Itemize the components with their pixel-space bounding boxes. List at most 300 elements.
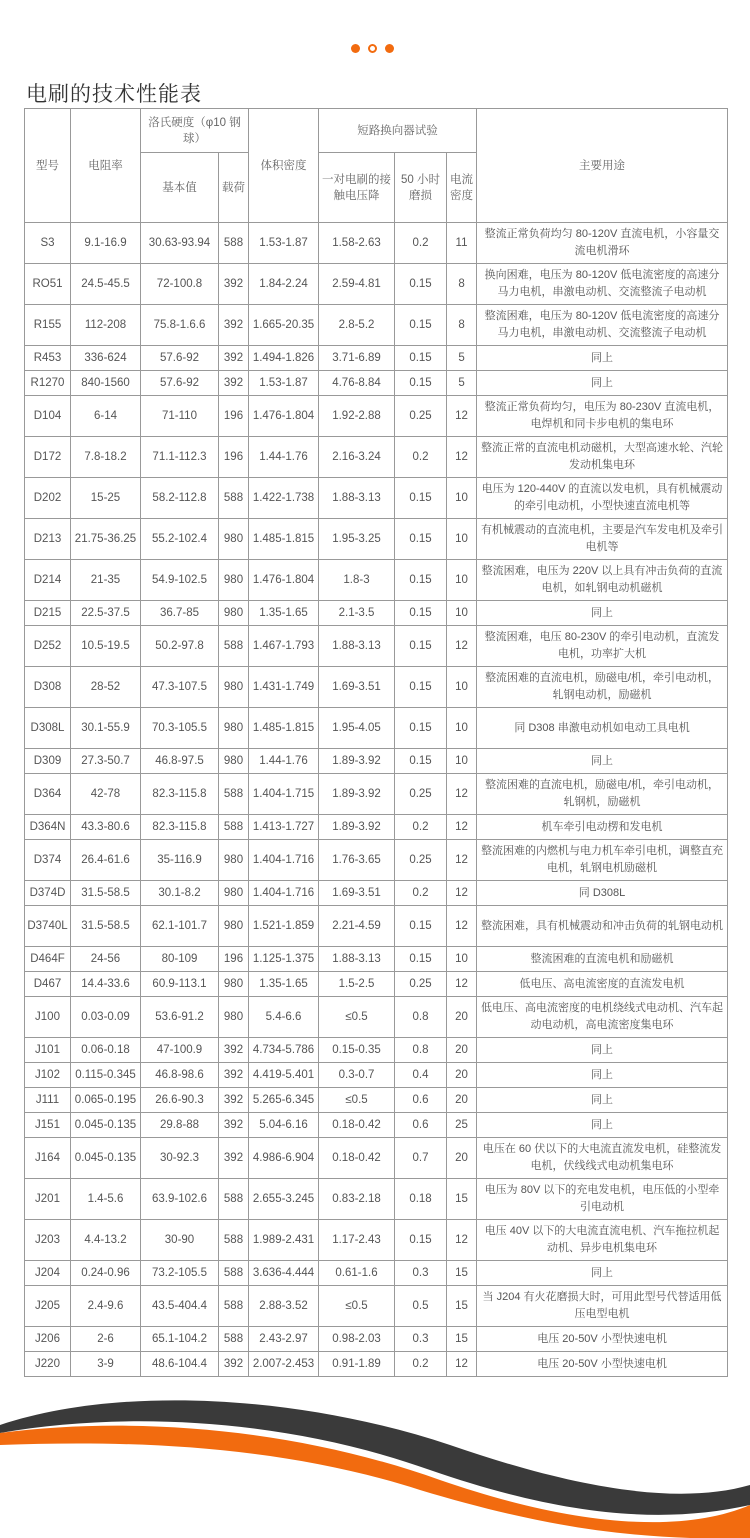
cell-model: D214 [25,560,71,601]
table-row [25,667,728,708]
cell-hardness-base: 54.9-102.5 [141,560,219,601]
cell-hardness-base: 62.1-101.7 [141,906,219,947]
cell-hardness-load: 588 [219,1179,249,1220]
table-row [25,1261,728,1286]
cell-usage: 同上 [477,1038,728,1063]
cell-density: 1.404-1.715 [249,774,319,815]
cell-model: D3740L [25,906,71,947]
cell-hardness-load: 980 [219,667,249,708]
cell-usage: 有机械震动的直流电机，主要是汽车发电机及牵引电机等 [477,519,728,560]
cell-usage: 整流正常负荷均匀 80-120V 直流电机，小容量交流电机滑环 [477,223,728,264]
cell-voltage-drop: 1.69-3.51 [319,881,395,906]
cell-usage: 低电压、高电流密度的直流发电机 [477,972,728,997]
cell-wear: 0.2 [395,223,447,264]
cell-resistivity: 3-9 [71,1352,141,1377]
cell-model: J102 [25,1063,71,1088]
cell-density: 5.04-6.16 [249,1113,319,1138]
cell-hardness-load: 980 [219,560,249,601]
cell-current-density: 12 [447,1220,477,1261]
cell-hardness-load: 980 [219,997,249,1038]
cell-model: D464F [25,947,71,972]
cell-resistivity: 14.4-33.6 [71,972,141,997]
table-row [25,815,728,840]
cell-usage: 同上 [477,1063,728,1088]
cell-current-density: 12 [447,626,477,667]
cell-voltage-drop: 0.18-0.42 [319,1113,395,1138]
indicator-dot[interactable] [351,44,360,53]
cell-usage: 同 D308 串激电动机如电动工具电机 [477,708,728,749]
cell-wear: 0.8 [395,1038,447,1063]
cell-usage: 电压 20-50V 小型快速电机 [477,1327,728,1352]
cell-hardness-base: 30-90 [141,1220,219,1261]
cell-hardness-load: 588 [219,1261,249,1286]
cell-hardness-base: 36.7-85 [141,601,219,626]
cell-hardness-base: 82.3-115.8 [141,815,219,840]
table-row [25,774,728,815]
cell-wear: 0.2 [395,437,447,478]
cell-voltage-drop: 1.88-3.13 [319,947,395,972]
cell-usage: 同上 [477,749,728,774]
cell-usage: 整流困难的直流电机，励磁电/机，牵引电动机，轧钢电动机，励磁机 [477,667,728,708]
cell-current-density: 15 [447,1286,477,1327]
table-row [25,972,728,997]
cell-voltage-drop: 0.18-0.42 [319,1138,395,1179]
table-row [25,478,728,519]
cell-wear: 0.15 [395,371,447,396]
cell-resistivity: 2.4-9.6 [71,1286,141,1327]
cell-model: S3 [25,223,71,264]
cell-resistivity: 31.5-58.5 [71,881,141,906]
cell-usage: 电压为 120-440V 的直流以发电机，具有机械震动的牵引电动机，小型快速直流电机等 [477,478,728,519]
cell-voltage-drop: 2.21-4.59 [319,906,395,947]
cell-resistivity: 7.8-18.2 [71,437,141,478]
cell-hardness-load: 196 [219,947,249,972]
header-resistivity: 电阻率 [71,109,141,223]
cell-resistivity: 21.75-36.25 [71,519,141,560]
cell-usage: 整流困难的内燃机与电力机车牵引电机，调整直充电机，轧钢电机励磁机 [477,840,728,881]
header-density: 体积密度 [249,109,319,223]
cell-hardness-load: 980 [219,708,249,749]
cell-hardness-load: 588 [219,223,249,264]
cell-model: D215 [25,601,71,626]
cell-density: 1.989-2.431 [249,1220,319,1261]
cell-voltage-drop: 2.59-4.81 [319,264,395,305]
cell-wear: 0.15 [395,478,447,519]
cell-model: J201 [25,1179,71,1220]
cell-wear: 0.2 [395,815,447,840]
cell-density: 4.419-5.401 [249,1063,319,1088]
cell-voltage-drop: 1.89-3.92 [319,815,395,840]
cell-usage: 整流正常的直流电机动磁机，大型高速水轮、汽轮发动机集电环 [477,437,728,478]
cell-hardness-base: 30.1-8.2 [141,881,219,906]
cell-voltage-drop: 1.76-3.65 [319,840,395,881]
cell-hardness-base: 57.6-92 [141,346,219,371]
cell-model: D374 [25,840,71,881]
table-row [25,560,728,601]
cell-hardness-load: 980 [219,906,249,947]
cell-hardness-base: 80-109 [141,947,219,972]
cell-hardness-base: 65.1-104.2 [141,1327,219,1352]
cell-density: 1.53-1.87 [249,371,319,396]
cell-density: 1.125-1.375 [249,947,319,972]
header-usage: 主要用途 [477,109,728,223]
cell-hardness-base: 57.6-92 [141,371,219,396]
cell-hardness-base: 60.9-113.1 [141,972,219,997]
cell-wear: 0.2 [395,881,447,906]
cell-model: R453 [25,346,71,371]
cell-density: 1.404-1.716 [249,881,319,906]
cell-current-density: 11 [447,223,477,264]
cell-resistivity: 15-25 [71,478,141,519]
cell-resistivity: 30.1-55.9 [71,708,141,749]
cell-usage: 整流困难，电压为 220V 以上具有冲击负荷的直流电机，如轧钢电动机磁机 [477,560,728,601]
cell-current-density: 8 [447,264,477,305]
table-row [25,1063,728,1088]
cell-density: 2.007-2.453 [249,1352,319,1377]
cell-hardness-load: 392 [219,1138,249,1179]
cell-resistivity: 1.4-5.6 [71,1179,141,1220]
cell-resistivity: 0.06-0.18 [71,1038,141,1063]
cell-hardness-base: 26.6-90.3 [141,1088,219,1113]
cell-resistivity: 43.3-80.6 [71,815,141,840]
cell-hardness-load: 392 [219,1038,249,1063]
carousel-indicator [351,44,394,53]
cell-wear: 0.15 [395,305,447,346]
cell-wear: 0.15 [395,906,447,947]
cell-model: D374D [25,881,71,906]
cell-hardness-base: 71-110 [141,396,219,437]
cell-hardness-base: 70.3-105.5 [141,708,219,749]
cell-usage: 同上 [477,371,728,396]
cell-hardness-base: 48.6-104.4 [141,1352,219,1377]
cell-model: D252 [25,626,71,667]
cell-hardness-base: 47.3-107.5 [141,667,219,708]
cell-current-density: 10 [447,560,477,601]
cell-voltage-drop: 1.17-2.43 [319,1220,395,1261]
cell-current-density: 15 [447,1327,477,1352]
cell-resistivity: 22.5-37.5 [71,601,141,626]
table-row [25,626,728,667]
cell-usage: 电压在 60 伏以下的大电流直流发电机，硅整流发电机，伏线线式电动机集电环 [477,1138,728,1179]
cell-current-density: 12 [447,972,477,997]
cell-resistivity: 840-1560 [71,371,141,396]
cell-hardness-base: 35-116.9 [141,840,219,881]
cell-usage: 当 J204 有火花磨损大时，可用此型号代替适用低压电型电机 [477,1286,728,1327]
header-wear: 50 小时磨损 [395,153,447,223]
cell-hardness-load: 392 [219,1088,249,1113]
cell-current-density: 12 [447,774,477,815]
cell-hardness-base: 46.8-97.5 [141,749,219,774]
cell-resistivity: 28-52 [71,667,141,708]
cell-voltage-drop: ≤0.5 [319,997,395,1038]
cell-usage: 低电压、高电流密度的电机绕线式电动机、汽车起动电动机，高电流密度集电环 [477,997,728,1038]
cell-density: 1.485-1.815 [249,519,319,560]
cell-voltage-drop: 0.3-0.7 [319,1063,395,1088]
cell-wear: 0.15 [395,1220,447,1261]
cell-density: 1.404-1.716 [249,840,319,881]
table-row [25,1286,728,1327]
cell-wear: 0.2 [395,1352,447,1377]
cell-hardness-load: 588 [219,815,249,840]
cell-current-density: 10 [447,478,477,519]
cell-wear: 0.15 [395,346,447,371]
table-row [25,708,728,749]
cell-hardness-base: 82.3-115.8 [141,774,219,815]
cell-current-density: 12 [447,1352,477,1377]
cell-resistivity: 10.5-19.5 [71,626,141,667]
cell-hardness-base: 47-100.9 [141,1038,219,1063]
cell-hardness-load: 196 [219,437,249,478]
cell-voltage-drop: 2.1-3.5 [319,601,395,626]
cell-density: 2.43-2.97 [249,1327,319,1352]
cell-density: 1.44-1.76 [249,749,319,774]
cell-model: J164 [25,1138,71,1179]
cell-usage: 换向困难，电压为 80-120V 低电流密度的高速分马力电机，串激电动机、交流整流子电动机 [477,264,728,305]
table-row [25,1179,728,1220]
header-current-density: 电流密度 [447,153,477,223]
cell-model: D213 [25,519,71,560]
table-row [25,997,728,1038]
cell-wear: 0.15 [395,708,447,749]
cell-resistivity: 0.24-0.96 [71,1261,141,1286]
cell-model: RO51 [25,264,71,305]
cell-wear: 0.15 [395,667,447,708]
cell-density: 1.476-1.804 [249,396,319,437]
cell-voltage-drop: 0.83-2.18 [319,1179,395,1220]
cell-usage: 同上 [477,1088,728,1113]
header-hardness: 洛氏硬度（φ10 钢球） [141,109,249,153]
cell-voltage-drop: 1.92-2.88 [319,396,395,437]
table-row [25,346,728,371]
table-row [25,305,728,346]
cell-resistivity: 2-6 [71,1327,141,1352]
cell-usage: 同上 [477,346,728,371]
cell-wear: 0.6 [395,1113,447,1138]
cell-wear: 0.15 [395,749,447,774]
cell-current-density: 12 [447,881,477,906]
cell-resistivity: 24-56 [71,947,141,972]
cell-model: D364N [25,815,71,840]
cell-current-density: 20 [447,997,477,1038]
cell-hardness-load: 392 [219,371,249,396]
cell-voltage-drop: ≤0.5 [319,1088,395,1113]
table-row [25,840,728,881]
cell-voltage-drop: 0.98-2.03 [319,1327,395,1352]
cell-model: D467 [25,972,71,997]
cell-density: 1.494-1.826 [249,346,319,371]
cell-usage: 电压 40V 以下的大电流直流电机、汽车拖拉机起动机、异步电机集电环 [477,1220,728,1261]
cell-hardness-load: 392 [219,264,249,305]
cell-voltage-drop: 0.61-1.6 [319,1261,395,1286]
cell-wear: 0.6 [395,1088,447,1113]
cell-usage: 整流正常负荷均匀，电压为 80-230V 直流电机，电焊机和同卡步电机的集电环 [477,396,728,437]
table-row [25,437,728,478]
cell-current-density: 5 [447,371,477,396]
cell-density: 1.413-1.727 [249,815,319,840]
cell-model: R1270 [25,371,71,396]
cell-voltage-drop: 2.8-5.2 [319,305,395,346]
cell-model: J151 [25,1113,71,1138]
table-row [25,1138,728,1179]
cell-hardness-base: 30-92.3 [141,1138,219,1179]
cell-density: 1.44-1.76 [249,437,319,478]
cell-usage: 整流困难，具有机械震动和冲击负荷的轧钢电动机 [477,906,728,947]
cell-hardness-load: 392 [219,1352,249,1377]
cell-hardness-load: 980 [219,519,249,560]
cell-hardness-base: 73.2-105.5 [141,1261,219,1286]
cell-usage: 整流困难的直流电机，励磁电/机，牵引电动机，轧钢机，励磁机 [477,774,728,815]
cell-usage: 同上 [477,1113,728,1138]
table-row [25,1113,728,1138]
cell-wear: 0.15 [395,519,447,560]
cell-voltage-drop: 4.76-8.84 [319,371,395,396]
indicator-dot[interactable] [385,44,394,53]
cell-current-density: 15 [447,1179,477,1220]
cell-hardness-load: 392 [219,305,249,346]
cell-wear: 0.5 [395,1286,447,1327]
cell-resistivity: 42-78 [71,774,141,815]
cell-hardness-load: 980 [219,601,249,626]
cell-density: 1.53-1.87 [249,223,319,264]
table-row [25,1038,728,1063]
table-row [25,396,728,437]
cell-voltage-drop: 1.89-3.92 [319,749,395,774]
cell-density: 5.265-6.345 [249,1088,319,1113]
header-voltage-drop: 一对电刷的接触电压降 [319,153,395,223]
cell-voltage-drop: ≤0.5 [319,1286,395,1327]
cell-voltage-drop: 2.16-3.24 [319,437,395,478]
cell-resistivity: 336-624 [71,346,141,371]
cell-hardness-base: 55.2-102.4 [141,519,219,560]
cell-usage: 整流困难，电压 80-230V 的牵引电动机，直流发电机，功率扩大机 [477,626,728,667]
cell-resistivity: 0.03-0.09 [71,997,141,1038]
brush-spec-table [24,108,728,1377]
cell-hardness-load: 392 [219,346,249,371]
cell-wear: 0.15 [395,264,447,305]
cell-model: J100 [25,997,71,1038]
cell-hardness-base: 43.5-404.4 [141,1286,219,1327]
table-row [25,749,728,774]
cell-wear: 0.25 [395,396,447,437]
cell-hardness-load: 588 [219,1327,249,1352]
cell-current-density: 12 [447,437,477,478]
cell-voltage-drop: 1.5-2.5 [319,972,395,997]
cell-current-density: 20 [447,1063,477,1088]
cell-current-density: 12 [447,840,477,881]
cell-wear: 0.25 [395,840,447,881]
cell-resistivity: 31.5-58.5 [71,906,141,947]
cell-wear: 0.3 [395,1261,447,1286]
table-row [25,1220,728,1261]
cell-current-density: 12 [447,815,477,840]
cell-hardness-base: 58.2-112.8 [141,478,219,519]
cell-current-density: 10 [447,601,477,626]
cell-current-density: 10 [447,667,477,708]
cell-model: D202 [25,478,71,519]
header-hardness-load: 载荷 [219,153,249,223]
cell-resistivity: 0.115-0.345 [71,1063,141,1088]
cell-model: J206 [25,1327,71,1352]
cell-density: 4.986-6.904 [249,1138,319,1179]
cell-current-density: 12 [447,396,477,437]
cell-hardness-base: 53.6-91.2 [141,997,219,1038]
cell-current-density: 20 [447,1038,477,1063]
cell-hardness-base: 72-100.8 [141,264,219,305]
cell-hardness-load: 588 [219,626,249,667]
cell-current-density: 8 [447,305,477,346]
cell-voltage-drop: 1.95-4.05 [319,708,395,749]
cell-density: 4.734-5.786 [249,1038,319,1063]
cell-usage: 同上 [477,1261,728,1286]
cell-hardness-load: 980 [219,749,249,774]
cell-hardness-load: 392 [219,1113,249,1138]
table-row [25,906,728,947]
cell-usage: 电压 20-50V 小型快速电机 [477,1352,728,1377]
cell-density: 2.88-3.52 [249,1286,319,1327]
cell-hardness-load: 980 [219,972,249,997]
table-row [25,371,728,396]
cell-hardness-base: 30.63-93.94 [141,223,219,264]
cell-density: 2.655-3.245 [249,1179,319,1220]
cell-current-density: 10 [447,749,477,774]
cell-current-density: 20 [447,1088,477,1113]
table-row [25,947,728,972]
cell-model: D308 [25,667,71,708]
table-row [25,601,728,626]
cell-voltage-drop: 1.89-3.92 [319,774,395,815]
cell-current-density: 15 [447,1261,477,1286]
cell-current-density: 10 [447,708,477,749]
cell-density: 3.636-4.444 [249,1261,319,1286]
indicator-dot-active[interactable] [368,44,377,53]
cell-usage: 同上 [477,601,728,626]
cell-voltage-drop: 1.58-2.63 [319,223,395,264]
cell-voltage-drop: 0.91-1.89 [319,1352,395,1377]
cell-wear: 0.25 [395,774,447,815]
cell-hardness-load: 588 [219,1220,249,1261]
table-row [25,1327,728,1352]
cell-resistivity: 0.045-0.135 [71,1113,141,1138]
cell-resistivity: 4.4-13.2 [71,1220,141,1261]
cell-hardness-load: 588 [219,1286,249,1327]
cell-density: 1.431-1.749 [249,667,319,708]
cell-wear: 0.8 [395,997,447,1038]
cell-resistivity: 21-35 [71,560,141,601]
cell-hardness-load: 980 [219,881,249,906]
cell-usage: 同 D308L [477,881,728,906]
cell-wear: 0.15 [395,626,447,667]
cell-voltage-drop: 1.95-3.25 [319,519,395,560]
cell-hardness-load: 196 [219,396,249,437]
cell-density: 1.521-1.859 [249,906,319,947]
cell-current-density: 25 [447,1113,477,1138]
cell-hardness-base: 50.2-97.8 [141,626,219,667]
table-row [25,1088,728,1113]
cell-density: 1.485-1.815 [249,708,319,749]
cell-hardness-base: 75.8-1.6.6 [141,305,219,346]
cell-voltage-drop: 1.69-3.51 [319,667,395,708]
cell-model: J203 [25,1220,71,1261]
cell-voltage-drop: 1.8-3 [319,560,395,601]
cell-wear: 0.7 [395,1138,447,1179]
cell-density: 1.35-1.65 [249,601,319,626]
cell-hardness-base: 63.9-102.6 [141,1179,219,1220]
cell-hardness-load: 588 [219,478,249,519]
cell-current-density: 10 [447,519,477,560]
table-row [25,519,728,560]
cell-hardness-load: 980 [219,840,249,881]
cell-resistivity: 27.3-50.7 [71,749,141,774]
